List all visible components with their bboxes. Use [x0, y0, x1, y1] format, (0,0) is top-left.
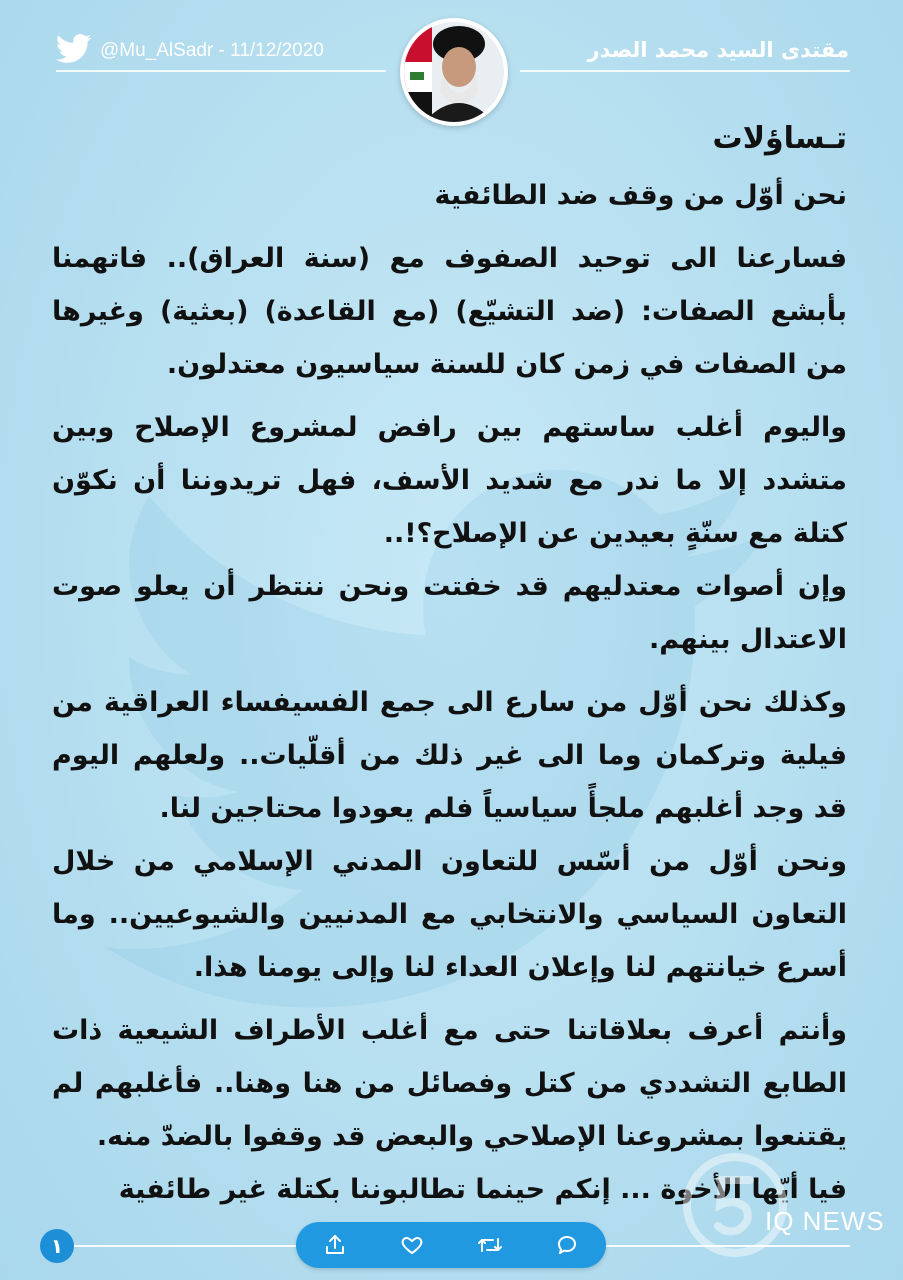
header-divider-right [520, 70, 850, 72]
tweet-paragraph: فسارعنا الى توحيد الصفوف مع (سنة العراق).. فاتهمنا بأبشع الصفات: (ضد التشيّع) (مع القاعدة) (بعثية) وغيرها من الصفات في زمن كان للسنة سياسيون معتدلون. [52, 243, 847, 380]
like-button[interactable] [398, 1231, 426, 1259]
author-name[interactable]: مقتدى السيد محمد الصدر [587, 38, 849, 62]
tweet-handle-date[interactable]: @Mu_AlSadr - 11/12/2020 [100, 40, 324, 61]
tweet-paragraph: واليوم أغلب ساستهم بين رافض لمشروع الإصلاح وبين متشدد إلا ما ندر مع شديد الأسف، فهل تريدوننا أن نكوّن كتلة مع سنّةٍ بعيدين عن الإصلاح؟!.. [52, 412, 847, 549]
share-button[interactable] [321, 1231, 349, 1259]
header-divider-left [56, 70, 386, 72]
share-icon [323, 1233, 347, 1257]
iqnews-watermark-icon [680, 1150, 890, 1260]
tweet-paragraph: ونحن أوّل من أسّس للتعاون المدني الإسلامي من خلال التعاون السياسي والانتخابي مع المدنيين والشيوعيين.. وما أسرع خيانتهم لنا وإعلان العداء لنا وإلى يومنا هذا. [52, 846, 847, 983]
tweet-paragraph: فيا أيّها الأخوة ... إنكم حينما تطالبوننا بكتلة غير طائفية [118, 1174, 847, 1205]
reply-button[interactable] [553, 1231, 581, 1259]
tweet-title: تـساؤلات [712, 121, 847, 156]
heart-icon [400, 1233, 424, 1257]
tweet-action-bar [296, 1222, 606, 1268]
iqnews-watermark-text: IQ NEWS [765, 1206, 885, 1236]
retweet-button[interactable] [476, 1231, 504, 1259]
tweet-paragraph: وإن أصوات معتدليهم قد خفتت ونحن ننتظر أن يعلو صوت الاعتدال بينهم. [52, 571, 847, 655]
avatar[interactable] [400, 18, 508, 126]
page-number-badge: ١ [40, 1229, 74, 1263]
tweet-paragraph: وكذلك نحن أوّل من سارع الى جمع الفسيفساء العراقية من فيلية وتركمان وما الى غير ذلك من أقلّيات.. ولعلهم اليوم قد وجد أغلبهم ملجأً سياسياً فلم يعودوا محتاجين لنا. [52, 687, 847, 824]
reply-icon [555, 1233, 579, 1257]
tweet-paragraph: نحن أوّل من وقف ضد الطائفية [434, 180, 847, 211]
tweet-paragraph: وأنتم أعرف بعلاقاتنا حتى مع أغلب الأطراف الشيعية ذات الطابع التشددي من كتل وفصائل من هنا وهنا.. فأغلبهم لم يقتنعوا بمشروعنا الإصلاحي والبعض قد وقفوا بالضدّ منه. [52, 1015, 847, 1152]
retweet-icon [477, 1233, 503, 1257]
profile-photo-icon [404, 22, 504, 122]
twitter-bird-icon [56, 34, 92, 64]
tweet-text [52, 112, 847, 1216]
